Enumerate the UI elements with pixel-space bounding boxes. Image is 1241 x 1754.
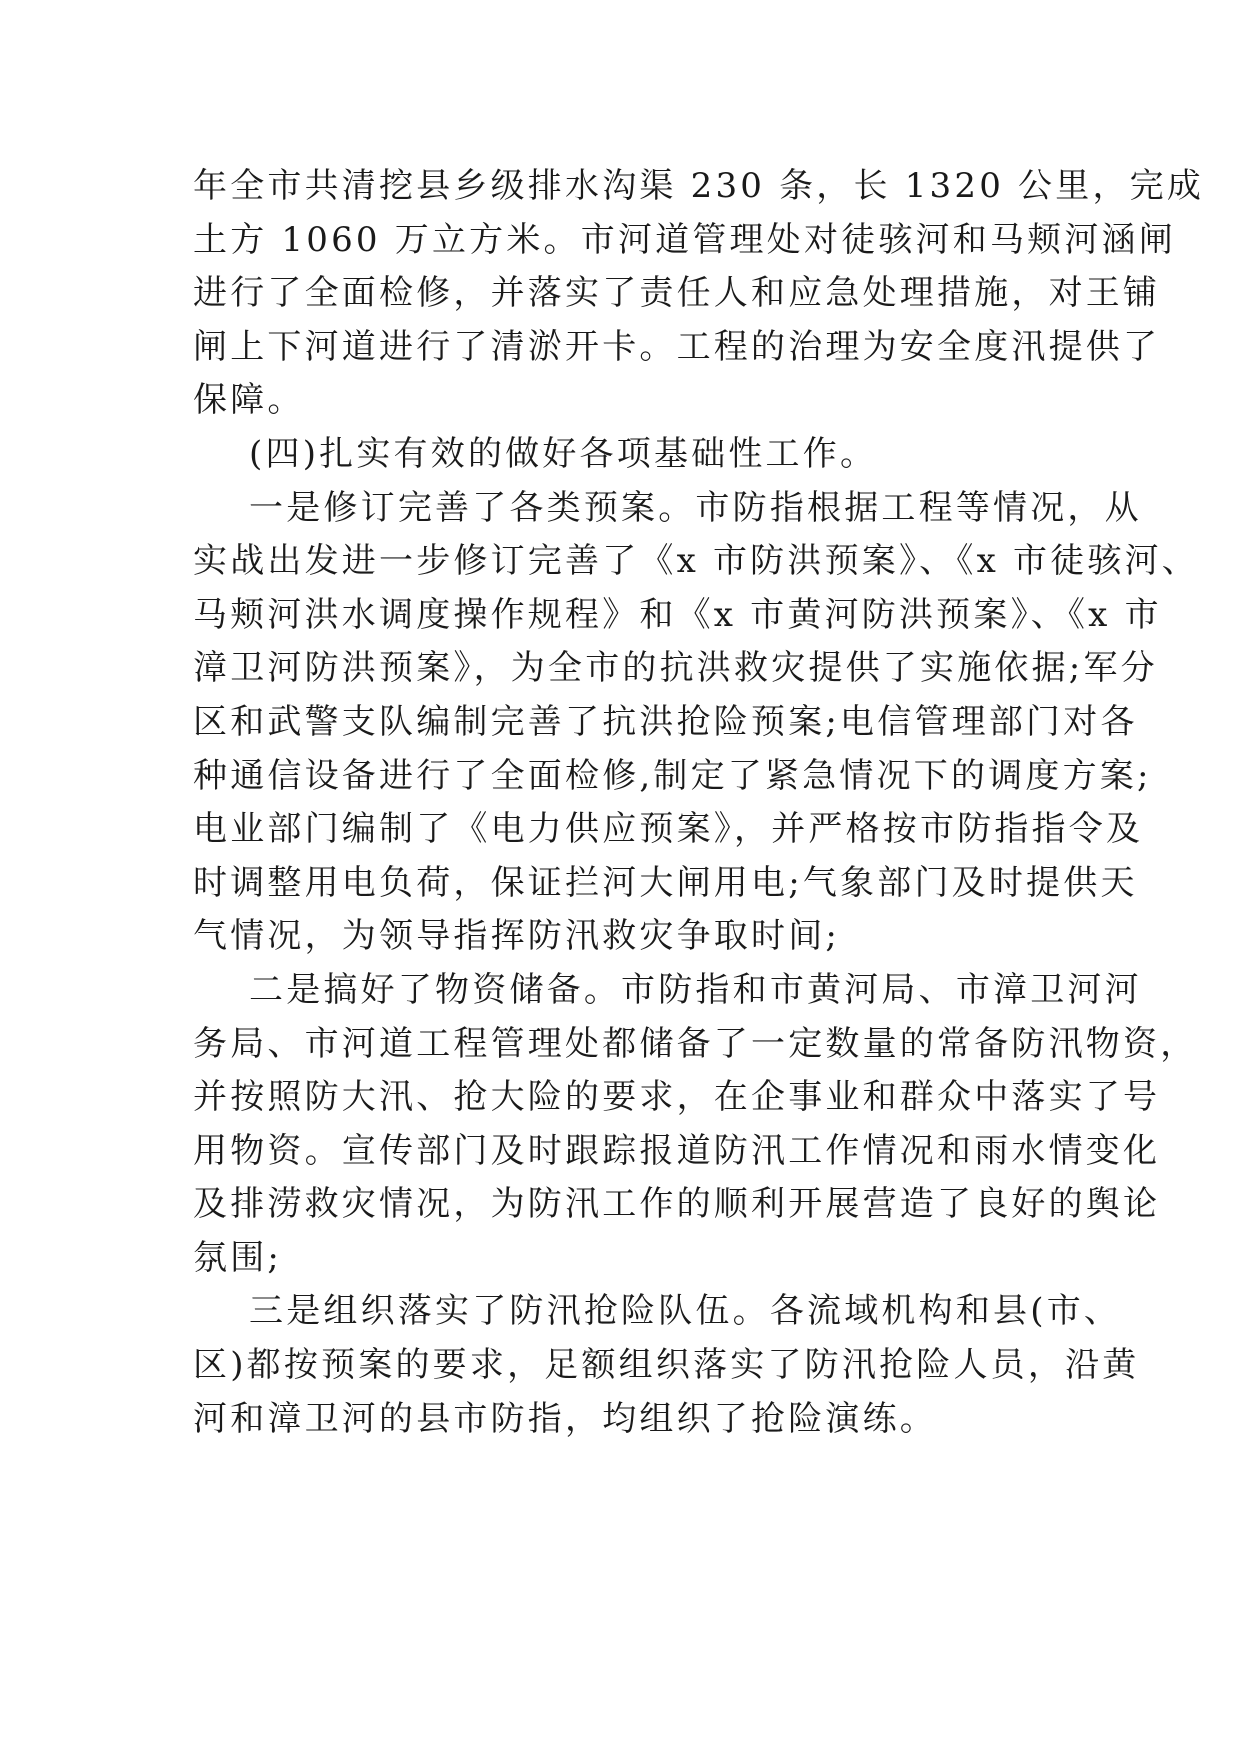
text-line: 务局、市河道工程管理处都储备了一定数量的常备防汛物资， xyxy=(193,1023,1198,1064)
text-line: 保障。 xyxy=(193,380,305,421)
text-line: 并按照防大汛、抢大险的要求，在企事业和群众中落实了号 xyxy=(193,1077,1161,1118)
text-line: 三是组织落实了防汛抢险队伍。各流域机构和县(市、 xyxy=(193,1291,1122,1332)
text-line: 区)都按预案的要求，足额组织落实了防汛抢险人员，沿黄 xyxy=(193,1345,1140,1386)
text-line: 及排涝救灾情况，为防汛工作的顺利开展营造了良好的舆论 xyxy=(193,1184,1161,1225)
text-line: 马颊河洪水调度操作规程》和《x 市黄河防洪预案》、《x 市 xyxy=(193,594,1162,635)
text-line: 种通信设备进行了全面检修,制定了紧急情况下的调度方案; xyxy=(193,755,1152,796)
document-body xyxy=(193,160,1205,1446)
text-line: 闸上下河道进行了清淤开卡。工程的治理为安全度汛提供了 xyxy=(193,326,1161,367)
text-line: 气情况，为领导指挥防汛救灾争取时间; xyxy=(193,916,841,957)
text-line: 年全市共清挖县乡级排水沟渠 230 条，长 1320 公里，完成 xyxy=(193,166,1205,206)
text-line: 电业部门编制了《电力供应预案》，并严格按市防指指令及 xyxy=(193,809,1144,850)
text-line: 二是搞好了物资储备。市防指和市黄河局、市漳卫河河 xyxy=(193,969,1142,1010)
section-heading: (四)扎实有效的做好各项基础性工作。 xyxy=(193,433,878,474)
text-line: 漳卫河防洪预案》，为全市的抗洪救灾提供了实施依据;军分 xyxy=(193,648,1158,689)
text-line: 用物资。宣传部门及时跟踪报道防汛工作情况和雨水情变化 xyxy=(193,1130,1161,1171)
text-line: 实战出发进一步修订完善了《x 市防洪预案》、《x 市徒骇河、 xyxy=(193,541,1199,582)
text-line: 氛围; xyxy=(193,1237,283,1278)
text-line: 河和漳卫河的县市防指，均组织了抢险演练。 xyxy=(193,1398,937,1439)
text-line: 土方 1060 万立方米。市河道管理处对徒骇河和马颊河涵闸 xyxy=(193,219,1176,260)
text-line: 时调整用电负荷，保证拦河大闸用电;气象部门及时提供天 xyxy=(193,862,1138,903)
text-line: 区和武警支队编制完善了抗洪抢险预案;电信管理部门对各 xyxy=(193,701,1138,742)
text-line: 一是修订完善了各类预案。市防指根据工程等情况，从 xyxy=(193,487,1142,528)
text-line: 进行了全面检修，并落实了责任人和应急处理措施，对王铺 xyxy=(193,273,1161,314)
